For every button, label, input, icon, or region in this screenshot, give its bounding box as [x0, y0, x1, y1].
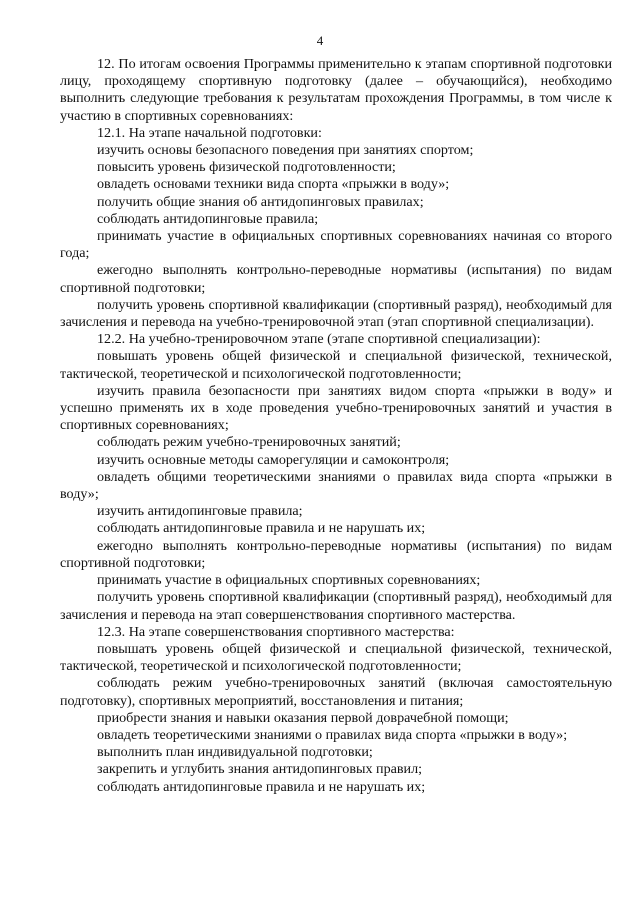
page-number: 4	[316, 33, 324, 48]
list-item: получить уровень спортивной квалификации (спортивный разряд), необходимый для зачисления и перевода на учебно-тренировочной этап (этап спортивной специализации).	[60, 296, 612, 331]
list-item: принимать участие в официальных спортивных соревнованиях;	[97, 572, 481, 589]
list-item: соблюдать режим учебно-тренировочных занятий (включая самостоятельную подготовку), спортивных мероприятий, восстановления и питания;	[60, 675, 612, 709]
list-item: повышать уровень общей физической и специальной физической, технической, тактической, теоретической и психологической подготовленности;	[60, 348, 612, 382]
paragraph-12: 12. По итогам освоения Программы применительно к этапам спортивной подготовки лицу, проходящему спортивную подготовку (далее – обучающийся), необходимо выполнить следующие требования к результатам прохождения Программы, в том числе к участию в спортивных соревнованиях:	[60, 56, 612, 124]
list-item: изучить антидопинговые правила;	[97, 503, 303, 520]
list-item: соблюдать антидопинговые правила и не нарушать их;	[97, 778, 426, 795]
list-item: изучить правила безопасности при занятиях видом спорта «прыжки в воду» и успешно применять их в ходе проведения учебно-тренировочных занятий и участия в спортивных соревнованиях;	[60, 382, 612, 434]
list-item: получить уровень спортивной квалификации (спортивный разряд), необходимый для зачисления и перевода на этап совершенствования спортивного мастерства.	[60, 589, 612, 623]
list-item: овладеть теоретическими знаниями о правилах вида спорта «прыжки в воду»;	[97, 726, 568, 743]
list-item: принимать участие в официальных спортивных соревнованиях начиная со второго года;	[60, 228, 612, 262]
list-item: соблюдать антидопинговые правила;	[97, 210, 319, 227]
heading-12-1: 12.1. На этапе начальной подготовки:	[97, 124, 322, 141]
list-item: ежегодно выполнять контрольно-переводные нормативы (испытания) по видам спортивной подготовки;	[60, 262, 612, 296]
list-item: изучить основы безопасного поведения при занятиях спортом;	[97, 142, 474, 159]
list-item: повышать уровень общей физической и специальной физической, технической, тактической, теоретической и психологической подготовленности;	[60, 640, 612, 675]
list-item: выполнить план индивидуальной подготовки;	[97, 744, 373, 761]
list-item: повысить уровень физической подготовленности;	[97, 159, 396, 176]
list-item: закрепить и углубить знания антидопинговых правил;	[97, 761, 423, 778]
list-item: получить общие знания об антидопинговых правилах;	[97, 193, 424, 210]
list-item: изучить основные методы саморегуляции и самоконтроля;	[97, 451, 450, 468]
document-body	[60, 56, 612, 796]
list-item: овладеть общими теоретическими знаниями о правилах вида спорта «прыжки в воду»;	[60, 468, 612, 503]
list-item: соблюдать режим учебно-тренировочных занятий;	[97, 434, 401, 451]
list-item: ежегодно выполнять контрольно-переводные нормативы (испытания) по видам спортивной подготовки;	[60, 537, 612, 571]
heading-12-2: 12.2. На учебно-тренировочном этапе (этапе спортивной специализации):	[97, 331, 541, 348]
list-item: соблюдать антидопинговые правила и не нарушать их;	[97, 520, 426, 537]
heading-12-3: 12.3. На этапе совершенствования спортивного мастерства:	[97, 623, 455, 640]
list-item: овладеть основами техники вида спорта «прыжки в воду»;	[97, 176, 450, 193]
list-item: приобрести знания и навыки оказания первой доврачебной помощи;	[97, 709, 509, 726]
